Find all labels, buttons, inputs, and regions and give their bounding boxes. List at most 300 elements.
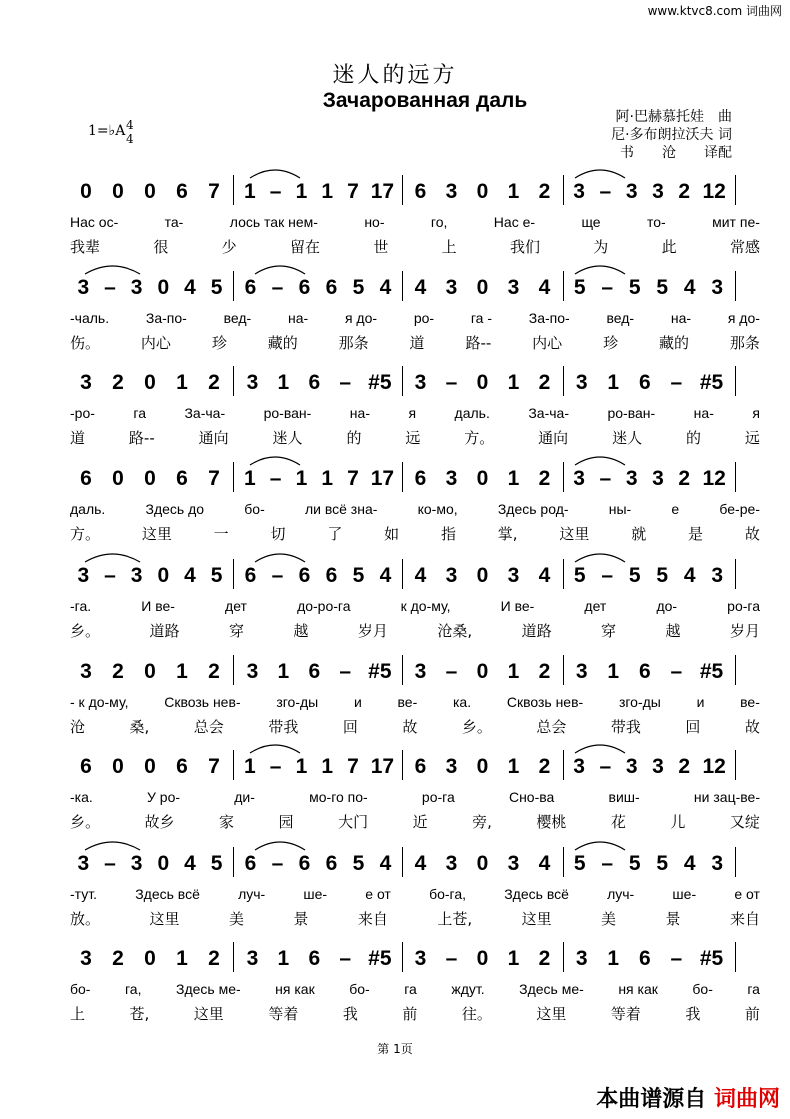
slur-arc xyxy=(250,170,300,178)
note: 5 xyxy=(210,852,223,875)
lyrics-russian xyxy=(70,501,760,517)
note: 6 xyxy=(308,660,321,683)
lyric-syllable-cn: 故 xyxy=(402,718,418,736)
lyric-syllable-ru: го, xyxy=(430,214,448,230)
lyric-syllable-cn: 珍 xyxy=(603,334,619,352)
slur-arc xyxy=(255,266,305,274)
lyric-syllable-cn: 花 xyxy=(610,813,626,831)
slur-arc xyxy=(250,745,300,753)
lyric-syllable-cn: 我 xyxy=(342,1005,358,1023)
note: 0 xyxy=(476,276,489,299)
note: – xyxy=(599,755,612,778)
lyric-syllable-ru: ше- xyxy=(303,886,328,902)
lyric-syllable-cn: 道 xyxy=(409,334,425,352)
slur-layer xyxy=(0,353,790,373)
note: 6 xyxy=(308,371,321,394)
note: 1 xyxy=(277,947,290,970)
measure xyxy=(237,274,399,302)
lyric-syllable-ru: -ро- xyxy=(70,405,95,421)
lyric-syllable-cn: 远 xyxy=(744,429,760,447)
note: 0 xyxy=(144,947,156,970)
note: 3 xyxy=(80,947,92,970)
note: 7 xyxy=(208,755,220,778)
note: 1 xyxy=(607,660,620,683)
note: 6 xyxy=(298,276,311,299)
lyric-syllable-ru: ждут. xyxy=(451,981,485,997)
note: 1 xyxy=(321,755,334,778)
note: – xyxy=(670,660,683,683)
lyric-syllable-cn: 桑, xyxy=(129,718,150,736)
note: 3 xyxy=(573,755,585,778)
lyric-syllable-cn: 路-- xyxy=(465,334,492,352)
lyric-syllable-cn: 园 xyxy=(278,813,294,831)
lyric-syllable-cn: 伤。 xyxy=(70,334,101,352)
note: 5 xyxy=(352,276,365,299)
note: – xyxy=(271,852,284,875)
note: 4 xyxy=(379,852,392,875)
note: 2 xyxy=(678,755,691,778)
lyrics-chinese xyxy=(70,427,760,448)
lyric-syllable-cn: 沧桑, xyxy=(437,622,473,640)
lyric-syllable-cn: 如 xyxy=(384,525,400,543)
lyrics-chinese xyxy=(70,811,760,832)
measure xyxy=(566,178,731,206)
lyric-syllable-cn: 美 xyxy=(228,910,244,928)
lyric-syllable-ru: я до- xyxy=(727,310,760,326)
note: 4 xyxy=(184,564,196,587)
slur-arc xyxy=(575,266,625,274)
note: 6 xyxy=(298,564,311,587)
note: 5 xyxy=(573,564,586,587)
lyric-syllable-cn: 掌, xyxy=(497,525,518,543)
slur-layer xyxy=(0,162,790,182)
note: 3 xyxy=(77,276,90,299)
measure xyxy=(70,850,230,878)
lyric-syllable-ru: И ве- xyxy=(141,598,175,614)
lyric-syllable-cn: 乡。 xyxy=(70,813,101,831)
note: 7 xyxy=(208,467,220,490)
measure xyxy=(237,850,399,878)
slur-layer xyxy=(0,642,790,662)
translator-credit: 书 沧 译配 xyxy=(620,145,732,161)
note: 4 xyxy=(538,276,551,299)
note: 2 xyxy=(208,947,220,970)
lyric-syllable-cn: 指 xyxy=(440,525,456,543)
lyrics-chinese xyxy=(70,908,760,929)
note: 0 xyxy=(157,852,170,875)
note: 3 xyxy=(625,755,638,778)
note: – xyxy=(670,371,683,394)
note: 3 xyxy=(573,467,585,490)
note: 6 xyxy=(308,947,321,970)
lyric-syllable-cn: 家 xyxy=(219,813,235,831)
lyric-syllable-ru: ро- xyxy=(413,310,435,326)
lyric-syllable-ru: ще xyxy=(581,214,601,230)
note: 3 xyxy=(445,755,458,778)
lyrics-russian xyxy=(70,981,760,997)
note: 5 xyxy=(573,276,586,299)
note: 3 xyxy=(77,564,90,587)
note: 3 xyxy=(130,564,143,587)
lyric-syllable-cn: 等着 xyxy=(610,1005,641,1023)
lyric-syllable-cn: 故乡 xyxy=(144,813,175,831)
lyric-syllable-ru: га, xyxy=(124,981,142,997)
measure xyxy=(566,562,731,590)
note: 1 xyxy=(176,660,188,683)
lyric-syllable-ru: бо- xyxy=(244,501,265,517)
note: 1 xyxy=(176,371,188,394)
slur-arc xyxy=(575,170,625,178)
lyric-syllable-cn: 等着 xyxy=(268,1005,299,1023)
lyric-syllable-cn: 带我 xyxy=(610,718,641,736)
score-row xyxy=(0,945,790,1045)
note: 5 xyxy=(628,564,641,587)
note: 6 xyxy=(638,660,651,683)
measure xyxy=(566,465,731,493)
lyrics-russian xyxy=(70,405,760,421)
note: 2 xyxy=(538,467,551,490)
lyric-syllable-ru: луч- xyxy=(238,886,266,902)
lyric-syllable-ru: луч- xyxy=(607,886,635,902)
note: – xyxy=(601,276,614,299)
lyricist-credit: 尼·多布朗拉沃夫 词 xyxy=(611,127,732,143)
slur-arc xyxy=(85,266,140,274)
note: 4 xyxy=(184,852,196,875)
note: 3 xyxy=(246,947,259,970)
lyrics-chinese xyxy=(70,716,760,737)
note: 12 xyxy=(702,180,726,203)
note: 7 xyxy=(208,180,220,203)
measure xyxy=(70,178,230,206)
lyric-syllable-cn: 又绽 xyxy=(729,813,760,831)
lyric-syllable-ru: Здесь до xyxy=(145,501,205,517)
lyric-syllable-cn: 我 xyxy=(685,1005,701,1023)
note: 0 xyxy=(80,180,92,203)
note: 7 xyxy=(347,755,359,778)
song-title-chinese: 迷人的远方 xyxy=(332,63,458,88)
note: – xyxy=(601,852,614,875)
note: 0 xyxy=(476,467,489,490)
lyric-syllable-ru: на- xyxy=(670,310,692,326)
note: – xyxy=(104,564,116,587)
lyric-syllable-ru: бо- xyxy=(70,981,91,997)
note: 0 xyxy=(112,467,124,490)
note: – xyxy=(271,276,284,299)
note: 1 xyxy=(295,467,308,490)
note: 0 xyxy=(112,180,124,203)
lyric-syllable-cn: 前 xyxy=(744,1005,760,1023)
note: 12 xyxy=(702,755,726,778)
measure xyxy=(237,562,399,590)
lyric-syllable-cn: 方。 xyxy=(70,525,101,543)
lyric-syllable-cn: 美 xyxy=(601,910,617,928)
lyric-syllable-cn: 迷人 xyxy=(272,429,303,447)
note: 4 xyxy=(414,564,427,587)
note: 3 xyxy=(246,371,259,394)
note: 6 xyxy=(638,371,651,394)
lyric-syllable-ru: мит пе- xyxy=(712,214,760,230)
lyric-syllable-cn: 的 xyxy=(346,429,362,447)
note: #5 xyxy=(368,660,392,683)
note: – xyxy=(599,467,612,490)
lyric-syllable-ru: И ве- xyxy=(500,598,535,614)
lyric-syllable-ru: За-по- xyxy=(145,310,187,326)
note: 6 xyxy=(176,180,188,203)
note: 6 xyxy=(80,755,92,778)
measure xyxy=(237,658,399,686)
lyric-syllable-ru: дет xyxy=(584,598,607,614)
note: #5 xyxy=(699,660,724,683)
note: – xyxy=(269,180,282,203)
lyric-syllable-ru: Здесь всё xyxy=(504,886,569,902)
note: 3 xyxy=(625,467,638,490)
note: 4 xyxy=(538,852,551,875)
measure xyxy=(70,562,230,590)
lyric-syllable-cn: 很 xyxy=(153,238,169,256)
note: 6 xyxy=(414,467,427,490)
lyric-syllable-ru: ня как xyxy=(618,981,658,997)
lyric-syllable-ru: ве- xyxy=(740,694,760,710)
site-watermark: www.ktvc8.com 词曲网 xyxy=(647,4,782,18)
lyric-syllable-cn: 那条 xyxy=(338,334,369,352)
note: 0 xyxy=(144,371,156,394)
note: 3 xyxy=(445,852,458,875)
note: 3 xyxy=(507,564,520,587)
lyric-syllable-cn: 是 xyxy=(688,525,704,543)
lyric-syllable-ru: За-по- xyxy=(528,310,570,326)
note: 17 xyxy=(370,755,395,778)
lyric-syllable-ru: и xyxy=(696,694,705,710)
measure xyxy=(566,850,731,878)
lyric-syllable-cn: 为 xyxy=(593,238,609,256)
note: 6 xyxy=(244,852,257,875)
note: 2 xyxy=(678,467,691,490)
note: 3 xyxy=(711,276,724,299)
slur-layer xyxy=(0,258,790,278)
slur-layer xyxy=(0,929,790,949)
lyrics-chinese xyxy=(70,620,760,641)
lyric-syllable-cn: 就 xyxy=(631,525,647,543)
note: 2 xyxy=(538,947,551,970)
note: 6 xyxy=(244,564,257,587)
lyric-syllable-cn: 景 xyxy=(293,910,309,928)
note: 0 xyxy=(476,947,489,970)
note: 3 xyxy=(445,467,458,490)
note: 0 xyxy=(144,660,156,683)
slur-arc xyxy=(250,457,300,465)
measure xyxy=(70,369,230,397)
lyric-syllable-cn: 藏的 xyxy=(658,334,689,352)
lyric-syllable-cn: 方。 xyxy=(464,429,495,447)
note: 1 xyxy=(607,371,620,394)
lyric-syllable-ru: Здесь род- xyxy=(497,501,569,517)
lyric-syllable-cn: 来自 xyxy=(729,910,760,928)
lyric-syllable-cn: 路-- xyxy=(128,429,155,447)
note: 3 xyxy=(77,852,90,875)
measure xyxy=(70,658,230,686)
note: 3 xyxy=(445,276,458,299)
note: 3 xyxy=(507,852,520,875)
lyric-syllable-ru: я xyxy=(408,405,417,421)
note: 1 xyxy=(176,947,188,970)
note: 6 xyxy=(176,467,188,490)
lyric-syllable-cn: 少 xyxy=(221,238,237,256)
lyric-syllable-cn: 苍, xyxy=(129,1005,150,1023)
note: – xyxy=(339,660,352,683)
lyric-syllable-cn: 通向 xyxy=(538,429,569,447)
lyric-syllable-ru: За-ча- xyxy=(528,405,569,421)
measure xyxy=(70,274,230,302)
measure xyxy=(405,658,560,686)
note: 1 xyxy=(244,467,256,490)
measure xyxy=(566,658,731,686)
lyric-syllable-ru: ли всё зна- xyxy=(304,501,378,517)
lyric-syllable-ru: даль. xyxy=(454,405,490,421)
note: 4 xyxy=(683,564,696,587)
footer-site: 词曲网 xyxy=(713,1087,780,1112)
note: 3 xyxy=(445,180,458,203)
lyric-syllable-ru: я до- xyxy=(344,310,378,326)
measure xyxy=(237,178,399,206)
note: 1 xyxy=(607,947,620,970)
note: 2 xyxy=(112,660,124,683)
lyric-syllable-ru: Здесь ме- xyxy=(175,981,241,997)
lyric-syllable-ru: ны- xyxy=(608,501,632,517)
note: 5 xyxy=(628,276,641,299)
lyric-syllable-cn: 乡。 xyxy=(70,622,101,640)
lyric-syllable-ru: ро-га xyxy=(421,789,455,805)
lyric-syllable-cn: 上苍, xyxy=(437,910,473,928)
lyric-syllable-ru: бо- xyxy=(349,981,370,997)
lyric-syllable-cn: 这里 xyxy=(559,525,590,543)
lyric-syllable-cn: 内心 xyxy=(532,334,563,352)
note: – xyxy=(271,564,284,587)
lyric-syllable-cn: 故 xyxy=(744,718,760,736)
lyric-syllable-cn: 旁, xyxy=(472,813,492,831)
lyric-syllable-cn: 这里 xyxy=(141,525,172,543)
note: 3 xyxy=(445,564,458,587)
slur-arc xyxy=(255,842,305,850)
lyric-syllable-cn: 此 xyxy=(661,238,677,256)
composer-credit: 阿·巴赫慕托娃 曲 xyxy=(615,109,732,125)
note: 1 xyxy=(244,755,256,778)
slur-arc xyxy=(575,745,625,753)
note: 6 xyxy=(176,755,188,778)
note: 3 xyxy=(652,755,664,778)
lyrics-russian xyxy=(70,598,760,614)
note: 1 xyxy=(507,467,520,490)
note: 0 xyxy=(157,564,170,587)
page-number: 第 1页 xyxy=(377,1042,413,1056)
lyric-syllable-ru: вед- xyxy=(223,310,252,326)
lyric-syllable-ru: ро-га xyxy=(727,598,760,614)
lyric-syllable-cn: 儿 xyxy=(670,813,686,831)
note: 1 xyxy=(244,180,256,203)
lyric-syllable-ru: мо-го по- xyxy=(309,789,368,805)
note: 4 xyxy=(184,276,196,299)
note: 3 xyxy=(130,852,143,875)
note: – xyxy=(670,947,683,970)
note: 0 xyxy=(476,852,489,875)
lyric-syllable-ru: е xyxy=(671,501,680,517)
note: 4 xyxy=(379,564,392,587)
lyric-syllable-ru: бе-ре- xyxy=(719,501,760,517)
note: 2 xyxy=(208,371,220,394)
note: 0 xyxy=(476,755,489,778)
note: 2 xyxy=(112,947,124,970)
lyric-syllable-cn: 内心 xyxy=(140,334,171,352)
measure xyxy=(405,945,560,973)
lyric-syllable-ru: до-ро-га xyxy=(297,598,351,614)
note: 1 xyxy=(507,755,520,778)
lyric-syllable-ru: ня как xyxy=(275,981,315,997)
note: 3 xyxy=(711,564,724,587)
note: – xyxy=(339,371,352,394)
lyric-syllable-ru: га xyxy=(747,981,760,997)
lyric-syllable-ru: дет xyxy=(225,598,247,614)
note: 2 xyxy=(538,755,551,778)
note: 3 xyxy=(414,371,427,394)
note: 0 xyxy=(476,371,489,394)
note: 3 xyxy=(573,180,585,203)
note: 5 xyxy=(573,852,586,875)
note: 0 xyxy=(144,467,156,490)
lyric-syllable-cn: 穿 xyxy=(601,622,617,640)
lyrics-chinese xyxy=(70,523,760,544)
lyric-syllable-cn: 景 xyxy=(665,910,681,928)
lyrics-russian xyxy=(70,694,760,710)
lyric-syllable-ru: до- xyxy=(656,598,678,614)
measure xyxy=(566,753,731,781)
note: – xyxy=(445,660,458,683)
note: 1 xyxy=(507,180,520,203)
note: 6 xyxy=(325,276,338,299)
lyric-syllable-cn: 那条 xyxy=(729,334,760,352)
lyrics-russian xyxy=(70,310,760,326)
note: 2 xyxy=(112,371,124,394)
lyric-syllable-ru: ка. xyxy=(452,694,472,710)
slur-arc xyxy=(575,842,625,850)
note: 17 xyxy=(370,180,395,203)
note: 3 xyxy=(652,180,664,203)
lyric-syllable-ru: виш- xyxy=(608,789,640,805)
time-signature xyxy=(126,118,134,146)
lyric-syllable-cn: 了 xyxy=(327,525,343,543)
lyric-syllable-cn: 来自 xyxy=(357,910,388,928)
lyric-syllable-ru: ро-ван- xyxy=(607,405,656,421)
note: 3 xyxy=(246,660,259,683)
lyric-syllable-ru: бо-га, xyxy=(429,886,467,902)
note: 2 xyxy=(208,660,220,683)
note: 6 xyxy=(298,852,311,875)
lyric-syllable-ru: У ро- xyxy=(147,789,181,805)
lyric-syllable-cn: 带我 xyxy=(268,718,299,736)
lyric-syllable-ru: зго-ды xyxy=(276,694,319,710)
note: 2 xyxy=(538,180,551,203)
lyric-syllable-cn: 留在 xyxy=(289,238,320,256)
measure xyxy=(566,945,731,973)
note: 17 xyxy=(370,467,395,490)
note: 3 xyxy=(575,947,588,970)
lyric-syllable-cn: 世 xyxy=(373,238,389,256)
note: 4 xyxy=(538,564,551,587)
lyric-syllable-cn: 樱桃 xyxy=(536,813,567,831)
lyric-syllable-cn: 前 xyxy=(402,1005,418,1023)
note: 5 xyxy=(656,276,669,299)
note: 3 xyxy=(652,467,664,490)
note: – xyxy=(445,947,458,970)
measure xyxy=(566,369,731,397)
